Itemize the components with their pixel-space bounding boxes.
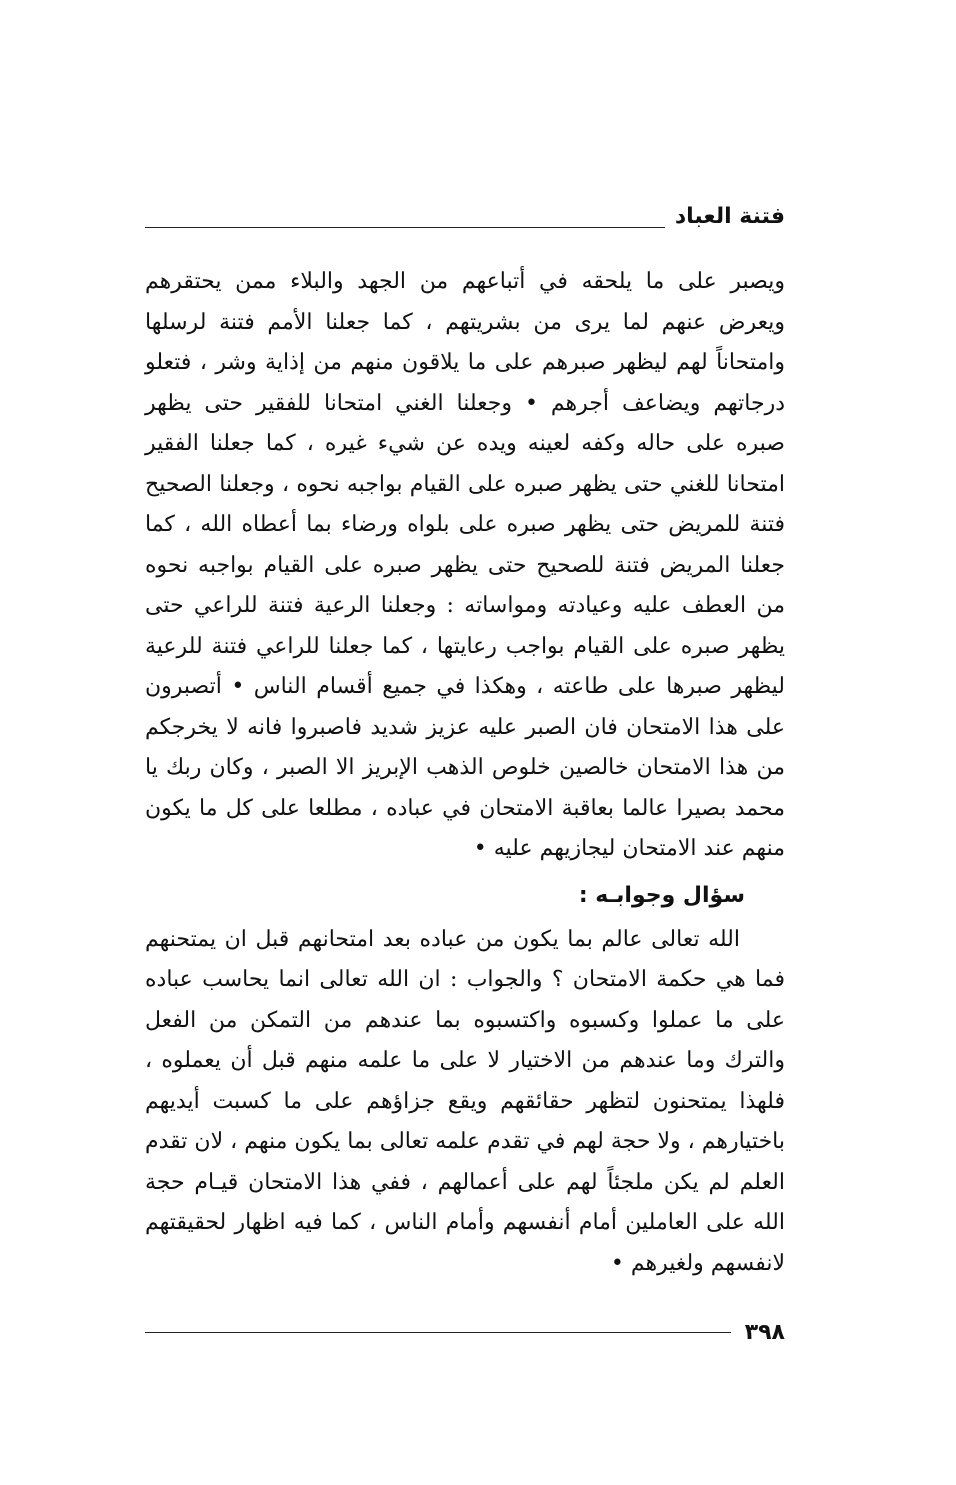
footer-rule (145, 1332, 731, 1333)
page-header (145, 200, 785, 240)
page-body (145, 262, 785, 1284)
page-number: ٣٩٨ (744, 1320, 785, 1345)
paragraph-2: الله تعالى عالم بما يكون من عباده بعد امتحانهم قبل ان يمتحنهم فما هي حكمة الامتحان ؟ والجواب : ان الله تعالى انما يحاسب عباده على ما عملوا وكسبوه واكتسبوه بما عندهم من التمكن من الفعل والترك وما عندهم من الاختيار لا على ما علمه منهم قبل أن يعملوه ، فلهذا يمتحنون لتظهر حقائقهم ويقع جزاؤهم على ما كسبت أيديهم باختيارهم ، ولا حجة لهم في تقدم علمه تعالى بما يكون منهم ، لان تقدم العلم لم يكن ملجئاً لهم على أعمالهم ، ففي هذا الامتحان قيـام حجة الله على العاملين أمام أنفسهم وأمام الناس ، كما فيه اظهار لحقيقتهم لانفسهم ولغيرهم • (145, 926, 785, 1276)
paragraph-1: ويصبر على ما يلحقه في أتباعهم من الجهد والبلاء ممن يحتقرهم ويعرض عنهم لما يرى من بشريتهم ، كما جعلنا الأمم فتنة لرسلها وامتحاناً لهم ليظهر صبرهم على ما يلاقون منهم من إذاية وشر ، فتعلو درجاتهم ويضاعف أجرهم • وجعلنا الغني امتحانا للفقير حتى يظهر صبره على حاله وكفه لعينه ويده عن شيء غيره ، كما جعلنا الفقير امتحانا للغني حتى يظهر صبره على القيام بواجبه نحوه ، وجعلنا الصحيح فتنة للمريض حتى يظهر صبره على بلواه ورضاء بما أعطاه الله ، كما جعلنا المريض فتنة للصحيح حتى يظهر صبره على القيام بواجبه نحوه من العطف عليه وعيادته ومواساته : وجعلنا الرعية فتنة للراعي حتى يظهر صبره على القيام بواجب رعايتها ، كما جعلنا للراعي فتنة للرعية ليظهر صبرها على طاعته ، وهكذا في جميع أقسام الناس • أتصبرون على هذا الامتحان فان الصبر عليه عزيز شديد فاصبروا فانه لا يخرجكم من هذا الامتحان خالصين خلوص الذهب الإبريز الا الصبر ، وكان ربك يا محمد بصيرا عالما بعاقبة الامتحان في عباده ، مطلعا على كل ما يكون منهم عند الامتحان ليجازيهم عليه • (145, 269, 785, 861)
running-title: فتنة العباد (674, 204, 785, 229)
section-heading: سؤال وجوابـه : (578, 882, 745, 908)
header-rule (145, 227, 665, 228)
page-footer (145, 1318, 785, 1354)
